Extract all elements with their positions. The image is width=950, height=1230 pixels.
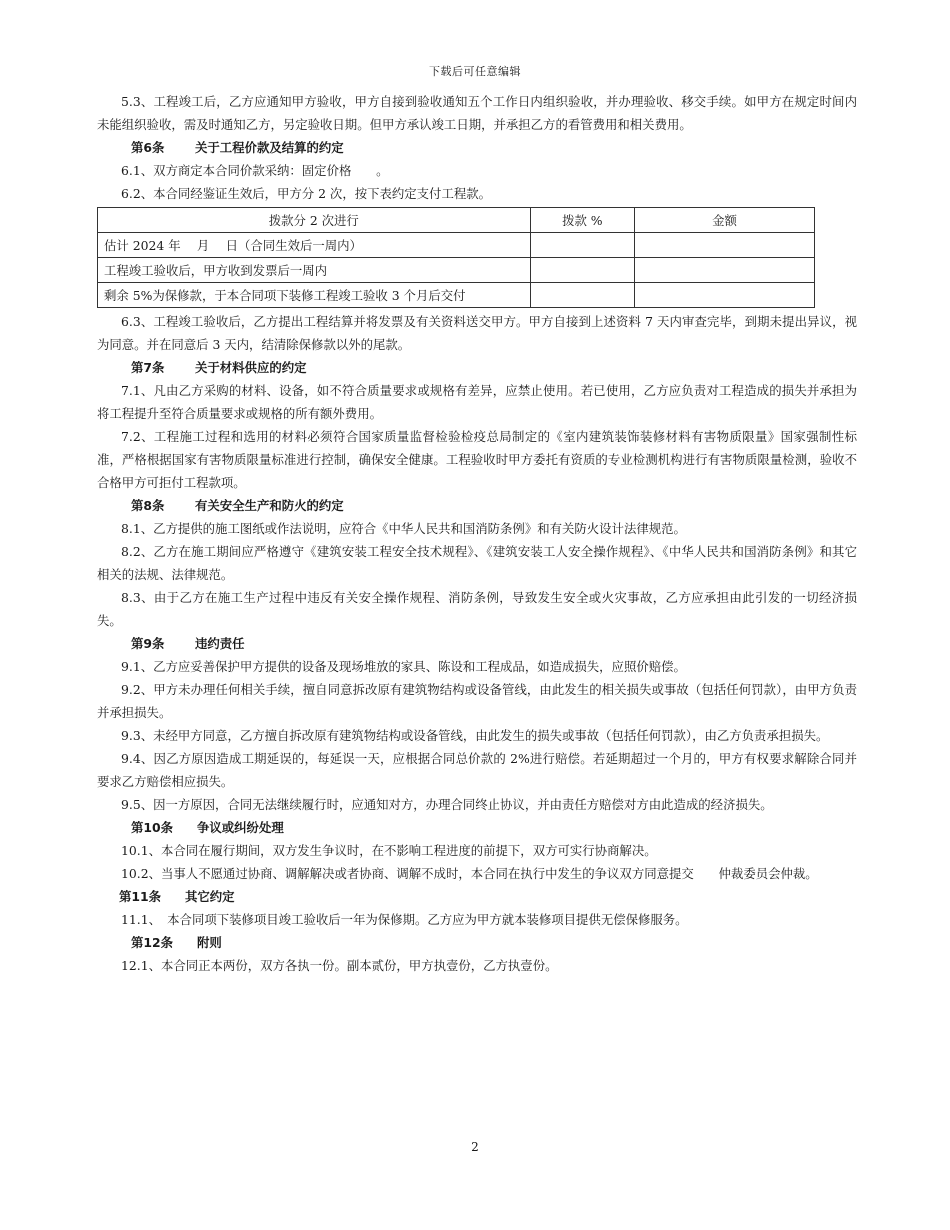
- article-12-heading: [97, 931, 857, 954]
- table-row: [98, 233, 815, 258]
- clause-9-2: 9.2、甲方未办理任何相关手续，擅自同意拆改原有建筑物结构或设备管线，由此发生的相关损失或事故（包括任何罚款），由甲方负责并承担损失。: [97, 682, 857, 720]
- clause-6-2: 6.2、本合同经鉴证生效后，甲方分 2 次，按下表约定支付工程款。: [121, 186, 492, 201]
- table-header-row: [98, 208, 815, 233]
- clause-9-4: 9.4、因乙方原因造成工期延误的，每延误一天，应根据合同总价款的 2%进行赔偿。若延期超过一个月的，甲方有权要求解除合同并要求乙方赔偿相应损失。: [97, 751, 857, 789]
- clause-8-3: 8.3、由于乙方在施工生产过程中违反有关安全操作规程、消防条例，导致发生安全或火灾事故，乙方应承担由此引发的一切经济损失。: [97, 590, 857, 628]
- table-cell: 估计 2024 年 月 日（合同生效后一周内）: [98, 233, 531, 258]
- article-8-heading: [97, 494, 857, 517]
- article-7-heading: [97, 356, 857, 379]
- article-title: 其它约定: [185, 889, 235, 904]
- clause-9-5: 9.5、因一方原因，合同无法继续履行时，应通知对方，办理合同终止协议，并由责任方赔偿对方由此造成的经济损失。: [121, 797, 773, 812]
- clause-6-3: 6.3、工程竣工验收后，乙方提出工程结算并将发票及有关资料送交甲方。甲方自接到上述资料 7 天内审查完毕，到期未提出异议，视为同意。并在同意后 3 天内，结清除保修款以外的尾款。: [97, 314, 857, 352]
- contract-body: [97, 90, 857, 977]
- clause-11-1: 11.1、 本合同项下装修项目竣工验收后一年为保修期。乙方应为甲方就本装修项目提供无偿保修服务。: [121, 912, 688, 927]
- article-title: 关于工程价款及结算的约定: [195, 140, 344, 155]
- clause-8-2: 8.2、乙方在施工期间应严格遵守《建筑安装工程安全技术规程》、《建筑安装工人安全操作规程》、《中华人民共和国消防条例》和其它相关的法规、法律规范。: [97, 544, 857, 582]
- table-row: [98, 258, 815, 283]
- table-cell: [530, 233, 635, 258]
- article-number: 第6条: [131, 140, 165, 155]
- clause-6-1: 6.1、双方商定本合同价款采纳：固定价格 。: [121, 163, 389, 178]
- clause-5-3: 5.3、工程竣工后，乙方应通知甲方验收，甲方自接到验收通知五个工作日内组织验收，并办理验收、移交手续。如甲方在规定时间内未能组织验收，需及时通知乙方，另定验收日期。但甲方承认竣工日期，并承担乙方的看管费用和相关费用。: [97, 94, 857, 132]
- table-cell: 剩余 5%为保修款，于本合同项下装修工程竣工验收 3 个月后交付: [98, 283, 531, 308]
- table-row: [98, 283, 815, 308]
- table-cell: [635, 233, 815, 258]
- table-header-cell: 拨款 %: [530, 208, 635, 233]
- article-9-heading: [97, 632, 857, 655]
- article-10-heading: [97, 816, 857, 839]
- article-title: 关于材料供应的约定: [195, 360, 307, 375]
- article-number: 第10条: [131, 820, 174, 835]
- clause-12-1: 12.1、本合同正本两份，双方各执一份。副本贰份，甲方执壹份，乙方执壹份。: [121, 958, 558, 973]
- clause-9-1: 9.1、乙方应妥善保护甲方提供的设备及现场堆放的家具、陈设和工程成品，如造成损失，应照价赔偿。: [121, 659, 686, 674]
- article-title: 附则: [197, 935, 222, 950]
- article-number: 第7条: [131, 360, 165, 375]
- clause-8-1: 8.1、乙方提供的施工图纸或作法说明，应符合《中华人民共和国消防条例》和有关防火设计法律规范。: [121, 521, 686, 536]
- clause-10-2: 10.2、当事人不愿通过协商、调解解决或者协商、调解不成时，本合同在执行中发生的争议双方同意提交 仲裁委员会仲裁。: [121, 866, 818, 881]
- table-cell: 工程竣工验收后，甲方收到发票后一周内: [98, 258, 531, 283]
- article-title: 有关安全生产和防火的约定: [195, 498, 344, 513]
- table-cell: [530, 258, 635, 283]
- article-number: 第11条: [119, 889, 162, 904]
- table-cell: [635, 283, 815, 308]
- page-number: 2: [471, 1140, 479, 1154]
- article-number: 第8条: [131, 498, 165, 513]
- article-title: 违约责任: [195, 636, 245, 651]
- article-11-heading: [97, 885, 857, 908]
- table-header-cell: 金额: [635, 208, 815, 233]
- table-cell: [530, 283, 635, 308]
- table-header-cell: 拨款分 2 次进行: [98, 208, 531, 233]
- article-6-heading: [97, 136, 857, 159]
- table-cell: [635, 258, 815, 283]
- article-number: 第12条: [131, 935, 174, 950]
- clause-7-2: 7.2、工程施工过程和选用的材料必须符合国家质量监督检验检疫总局制定的《室内建筑装饰装修材料有害物质限量》国家强制性标准，严格根据国家有害物质限量标准进行控制，确保安全健康。工程验收时甲方委托有资质的专业检测机构进行有害物质限量检测，验收不合格甲方可拒付工程款项。: [97, 429, 857, 490]
- payment-table: [97, 207, 815, 308]
- article-number: 第9条: [131, 636, 165, 651]
- clause-10-1: 10.1、本合同在履行期间，双方发生争议时，在不影响工程进度的前提下，双方可实行协商解决。: [121, 843, 657, 858]
- clause-7-1: 7.1、凡由乙方采购的材料、设备，如不符合质量要求或规格有差异，应禁止使用。若已使用，乙方应负责对工程造成的损失并承担为将工程提升至符合质量要求或规格的所有额外费用。: [97, 383, 857, 421]
- header-note: 下载后可任意编辑: [429, 65, 521, 78]
- clause-9-3: 9.3、未经甲方同意，乙方擅自拆改原有建筑物结构或设备管线，由此发生的损失或事故（包括任何罚款），由乙方负责承担损失。: [121, 728, 829, 743]
- article-title: 争议或纠纷处理: [197, 820, 284, 835]
